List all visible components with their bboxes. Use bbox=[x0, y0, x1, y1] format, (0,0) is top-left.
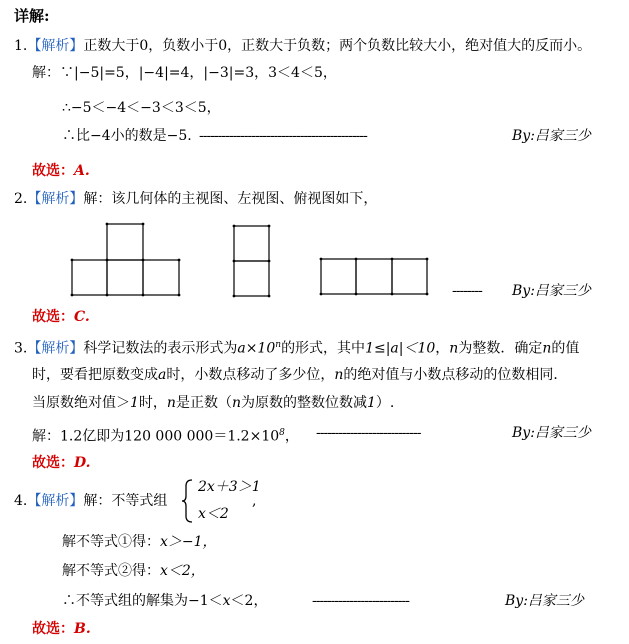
q3-line2: 时，要看把原数变成a时，小数点移动了多少位，n的绝对值与小数点移动的位数相同． bbox=[32, 367, 568, 383]
q2-signature-dash: -------- bbox=[452, 283, 482, 299]
q4-inequality-1: 2x＋3＞1 bbox=[198, 479, 261, 495]
q4-line2: 解不等式②得：x＜2， bbox=[62, 563, 205, 579]
q1-answer: 故选：A. bbox=[32, 163, 90, 179]
front-view bbox=[72, 224, 179, 295]
q1-signature-dash: --------------------------------------------- bbox=[199, 128, 367, 144]
q1-signature: By:吕家三少 bbox=[512, 128, 591, 144]
left-view bbox=[234, 226, 269, 296]
q4-inequality-2: x＜2 bbox=[198, 506, 229, 522]
q2-number: 2. bbox=[14, 191, 28, 207]
q3-intro-line: 3.【解析】科学记数法的表示形式为$a\times 10^n$的形式，其中1≤|a|＜10，n为整数．确定n的值 bbox=[14, 340, 580, 357]
q1-solution-line2: ∴−5＜−4＜−3＜3＜5， bbox=[62, 100, 221, 116]
page-heading: 详解: bbox=[14, 7, 50, 25]
q1-solution-line3: ∴比−4小的数是−5. bbox=[62, 128, 192, 144]
q3-answer: 故选：D. bbox=[32, 455, 91, 471]
q2-intro: 解：该几何体的主视图、左视图、俯视图如下， bbox=[83, 191, 378, 207]
q4-line1: 解不等式①得：x＞−1， bbox=[62, 534, 217, 550]
q1-solution-line1: 解：∵|−5|=5，|−4|=4，|−3|=3，3＜4＜5， bbox=[32, 65, 337, 81]
q2-intro-line bbox=[14, 190, 377, 208]
q2-tag: 【解析】 bbox=[27, 191, 84, 207]
q4-signature-dash: -------------------------- bbox=[312, 593, 409, 609]
q4-line3: ∴不等式组的解集为−1＜x＜2， bbox=[62, 593, 268, 609]
q1-tag: 【解析】 bbox=[27, 38, 84, 54]
q2-signature: By:吕家三少 bbox=[512, 283, 591, 299]
q3-tag: 【解析】 bbox=[27, 340, 84, 357]
q1-number: 1. bbox=[14, 38, 28, 54]
q4-answer: 故选：B. bbox=[32, 621, 91, 637]
q3-signature: By:吕家三少 bbox=[512, 425, 591, 441]
q3-signature-dash: ---------------------------- bbox=[316, 425, 421, 441]
top-view bbox=[321, 259, 427, 294]
q1-intro: 正数大于0，负数小于0，正数大于负数；两个负数比较大小，绝对值大的反而小。 bbox=[83, 38, 592, 54]
q3-number: 3. bbox=[14, 340, 28, 357]
q4-tag: 【解析】 bbox=[27, 493, 84, 509]
q2-answer: 故选：C. bbox=[32, 309, 90, 325]
q4-intro-line: 4.【解析】解：不等式组 bbox=[14, 493, 168, 509]
q4-signature: By:吕家三少 bbox=[505, 593, 584, 609]
q3-solution: 解：1.2亿即为120 000 $000=1.2\times 10^8$， bbox=[32, 428, 299, 445]
q4-number: 4. bbox=[14, 493, 28, 509]
system-brace bbox=[181, 478, 195, 524]
q1-intro-line bbox=[14, 37, 591, 55]
q4-intro-end: , bbox=[252, 493, 257, 509]
q3-line3: 当原数绝对值＞1时，n是正数（n为原数的整数位数减1）. bbox=[32, 395, 395, 411]
